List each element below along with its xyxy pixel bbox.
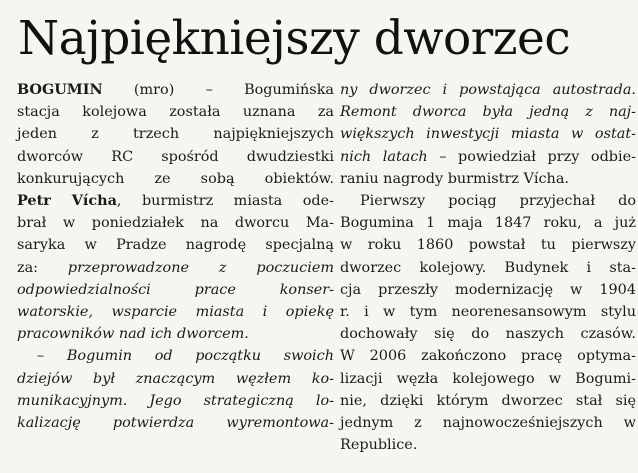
text-line: stacja kolejowa została uznana za <box>17 104 334 121</box>
text-span: (mro) – Bogumińska <box>102 82 334 98</box>
person-name: Petr Vícha <box>17 192 117 210</box>
text-line: r. i w tym neorenesansowym stylu <box>340 304 636 321</box>
text-line <box>17 79 334 101</box>
text-line <box>17 257 334 279</box>
quote-span: nich latach <box>340 148 428 165</box>
paragraph-3 <box>340 79 636 190</box>
text-line: Pierwszy pociąg przyjechał do <box>360 193 636 210</box>
text-line: dworców RC spośród dwudziestki <box>17 148 334 165</box>
text-line: lizacji węzła kolejowego w Bogumi- <box>340 370 636 387</box>
article-column-left <box>17 79 334 434</box>
text-line: saryka w Pradze nagrodę specjalną <box>17 237 334 254</box>
text-span: – powiedział przy odbie- <box>427 148 636 165</box>
text-span: za: <box>17 259 68 276</box>
quote-span: przeprowadzone z poczuciem <box>67 259 334 276</box>
quote-line: Remont dworca była jedną z naj- <box>340 104 636 121</box>
dateline: BOGUMIN <box>17 81 103 98</box>
text-line: Bogumina 1 maja 1847 roku, a już <box>340 215 636 232</box>
quote-line: watorskie, wsparcie miasta i opiekę <box>17 304 334 321</box>
quote-line: dziejów był znaczącym węzłem ko- <box>17 370 334 387</box>
text-line: cja przeszły modernizację w 1904 <box>340 281 636 298</box>
text-line: konkurujących ze sobą obiektów. <box>17 170 334 187</box>
headline: Najpiękniejszy dworzec <box>18 11 571 66</box>
text-line <box>17 190 334 212</box>
quote-line: – Bogumin od początku swoich <box>37 348 334 365</box>
text-line: w roku 1860 powstał tu pierwszy <box>340 237 636 254</box>
article-column-right <box>340 79 636 456</box>
quote-line: ny dworzec i powstająca autostrada. <box>340 82 636 98</box>
text-span: , burmistrz miasta ode- <box>116 193 334 210</box>
text-span: . <box>244 326 249 343</box>
quote-line: kalizację potwierdza wyremontowa- <box>17 415 334 432</box>
quote-line: większych inwestycji miasta w ostat- <box>340 126 636 143</box>
text-line: raniu nagrody burmistrz Vícha. <box>340 170 569 187</box>
text-line <box>340 146 636 168</box>
text-line: nie, dzięki którym dworzec stał się <box>340 392 636 409</box>
text-line: W 2006 zakończono pracę optyma- <box>340 348 636 365</box>
text-line: dworzec kolejowy. Budynek i sta- <box>340 259 636 276</box>
paragraph-2 <box>17 345 334 434</box>
text-line: jednym z najnowocześniejszych w <box>340 415 636 432</box>
text-line: jeden z trzech najpiękniejszych <box>17 126 334 143</box>
text-line: Republice. <box>340 437 418 454</box>
text-line: dochowały się do naszych czasów. <box>340 326 636 343</box>
text-line: brał w poniedziałek na dworcu Ma- <box>17 215 334 232</box>
text-line <box>17 323 334 345</box>
quote-line: munikacyjnym. Jego strategiczną lo- <box>17 392 334 409</box>
paragraph-4 <box>340 190 636 456</box>
quote-line: odpowiedzialności prace konser- <box>17 281 334 298</box>
paragraph-1 <box>17 79 334 345</box>
quote-span: pracowników nad ich dworcem <box>17 326 245 343</box>
